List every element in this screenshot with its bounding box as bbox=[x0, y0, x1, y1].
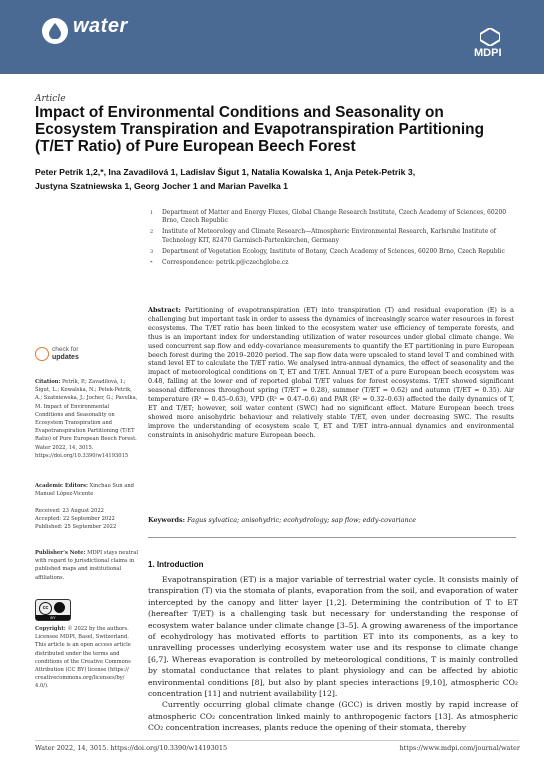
published-date: Published: 25 September 2022 bbox=[35, 524, 117, 531]
dates bbox=[35, 507, 138, 532]
affiliations bbox=[150, 209, 520, 270]
journal-name: water bbox=[73, 15, 128, 37]
article-title: Impact of Environmental Conditions and Seasonality on Ecosystem Transpiration and Evapotranspiration Partitioning (T/ET Ratio) of Pure European Beech Forest bbox=[35, 104, 484, 155]
affiliation-item: 1 Department of Matter and Energy Fluxes, Global Change Research Institute, Czech Academy of Sciences, 60200 Brno, Czech Republic bbox=[150, 209, 507, 225]
author-line-2: Justyna Szatniewska 1, Georg Jocher 1 and Marian Pavelka 1 bbox=[35, 180, 289, 191]
affiliation-item: 2 Institute of Meteorology and Climate Research—Atmospheric Environmental Research, Karlsruhe Institute of Technology KIT, 82470 Garmisch-Partenkirchen, Germany bbox=[150, 228, 496, 244]
keywords-text: Fagus sylvatica; anisohydric; ecohydrology; sap flow; eddy-covariance bbox=[187, 516, 417, 524]
cc-icon: cc bbox=[39, 602, 52, 615]
section-title: 1. Introduction bbox=[148, 560, 204, 569]
check-updates-button[interactable]: check for updates bbox=[35, 344, 95, 372]
citation-text[interactable]: Petrík, P.; Zavadilová, I.; Šigut, L.; Kowalska, N.; Petek-Petrik, A.; Szatniewska, J.; Jocher, G.; Pavelka, M. Impact of Environmental Conditions and Seasonality on Ecosystem Transpiration and Evapotranspiration Partitioning (T/ET Ratio) of Pure European Beech Forest. Water 2022, 14, 3015. https://doi.org/10.3390/w14193015 bbox=[35, 379, 138, 459]
correspondence: * Correspondence: petrik.p@czechglobe.cz bbox=[150, 259, 289, 267]
keywords bbox=[148, 516, 514, 525]
person-icon bbox=[54, 602, 65, 613]
article-type: Article bbox=[35, 94, 66, 104]
author-list bbox=[35, 166, 525, 193]
journal-header bbox=[0, 0, 544, 74]
author-line-1: Peter Petrík 1,2,*, Ina Zavadilová 1, Ladislav Šigut 1, Natalia Kowalska 1, Anja Petek-Petrik 3, bbox=[35, 167, 416, 177]
water-drop-icon bbox=[48, 23, 62, 39]
keywords-label: Keywords: bbox=[148, 516, 186, 524]
publisher-logo bbox=[474, 47, 502, 59]
divider bbox=[148, 537, 516, 538]
copyright: Copyright: © 2022 by the authors. Licensee MDPI, Basel, Switzerland. This article is an open access article distributed under the terms and conditions of the Creative Commons Attribution (CC BY) license (https:// creativecommons.org/licenses/by/ 4.0/). bbox=[35, 626, 131, 690]
mdpi-logo-icon bbox=[480, 28, 500, 46]
paragraph: Evapotranspiration (ET) is a major variable of terrestrial water cycle. It consists mainly of transpiration (T) via the stomata of plants, evaporation from the soil, and evaporation of water intercepted by the canopy and litter layer [1,2]. Determining the contribution of T to ET (hereafter T/ET) is a challenging task but necessary for understanding the response of ecosystem water balance under climate change [3–5]. A growing awareness of the importance of ecohydrology has motivated efforts to partition ET into its components, as a key to unravelling processes underlying ecosystem water use and its response to climate change [6,7]. Whereas evaporation is controlled by meteorological conditions, T is mainly controlled by stomatal conductance that relates to plant physiology and can be affected by abiotic environmental conditions [8], but also by plant species interactions [9,10], atmospheric CO₂ concentration [11] and nutrient availability [12]. bbox=[148, 575, 518, 699]
footer-citation[interactable]: Water 2022, 14, 3015. https://doi.org/10.3390/w14193015 bbox=[35, 744, 228, 752]
publisher-note: Publisher’s Note: MDPI stays neutral with regard to jurisdictional claims in published maps and institutional affiliations. bbox=[35, 550, 138, 581]
citation: Citation: Petrík, P.; Zavadilová, I.; Šigut, L.; Kowalska, N.; Petek-Petrik, A.; Szatniewska, J.; Jocher, G.; Pavelka, M. Impact of Environmental Conditions and Seasonality on Ecosystem Transpiration and Evapotranspiration Partitioning (T/ET Ratio) of Pure European Beech Forest. Water 2022, 14, 3015. https://doi.org/10.3390/w14193015 bbox=[35, 379, 138, 459]
abstract-label: Abstract: bbox=[148, 306, 181, 314]
publisher-name: MDPI bbox=[474, 47, 502, 59]
received-date: Received: 23 August 2022 bbox=[35, 508, 104, 514]
paragraph: Currently occurring global climate change (GCC) is driven mostly by rapid increase of atmospheric CO₂ concentration linked mainly to anthropogenic factors [13]. As atmospheric CO₂ concentration increases, plants reduce the opening of their stomata, thereby bbox=[148, 700, 518, 733]
correspondence-email[interactable]: Correspondence: petrik.p@czechglobe.cz bbox=[162, 259, 289, 267]
footer-journal-link[interactable]: https://www.mdpi.com/journal/water bbox=[399, 744, 520, 752]
check-updates-icon bbox=[35, 347, 49, 361]
accepted-date: Accepted: 22 September 2022 bbox=[35, 516, 115, 523]
journal-logo bbox=[42, 18, 68, 44]
divider bbox=[35, 740, 519, 741]
affiliation-item: 3 Department of Vegetation Ecology, Institute of Botany, Czech Academy of Sciences, 60200 Brno, Czech Republic bbox=[150, 247, 505, 255]
abstract-text: Partitioning of evapotranspiration (ET) into transpiration (T) and residual evaporation (E) is a challenging but important task in order to assess the dynamics of increasingly scarce water resources in forest ecosystems. The T/ET ratio has been linked to the ecosystem water use efficiency of temperate forests, and thus is an important index for understanding utilization of water resources under global climate change. We used concurrent sap flow and eddy-covariance measurements to quantify the ET partitioning in pure European beech forest during the 2019–2020 period. The sap flow data were upscaled to stand level T and combined with stand level ET to calculate the T/ET ratio. We analysed intra-annual dynamics, the effect of seasonality and the impact of meteorological conditions on T, ET and T/ET. Annual T/ET of a pure European beech ecosystem was 0.48, falling at the lower end of reported global T/ET values for forest ecosystems. T/ET showed significant seasonal differences throughout spring (T/ET = 0.28), summer (T/ET = 0.62) and autumn (T/ET = 0.35). Air temperature (R² = 0.45–0.63), VPD (R² = 0.47–0.6) and PAR (R² = 0.32–0.63) affected the daily dynamics of T, ET and T/ET; however, soil water content (SWC) had no significant effect. Mature European beech trees showed more anisohydric behaviour and relatively stable T/ET, even under decreasing SWC. The results improve the understanding of ecosystem scale T, ET and T/ET intra-annual dynamics and environmental constraints in anisohydric mature European beech. bbox=[148, 306, 514, 439]
abstract bbox=[148, 306, 514, 440]
cc-license-badge[interactable]: cc BY bbox=[35, 599, 71, 621]
introduction-text bbox=[148, 574, 518, 734]
academic-editors: Academic Editors: Xinchao Sun and Manuel López-Vicente bbox=[35, 483, 134, 498]
